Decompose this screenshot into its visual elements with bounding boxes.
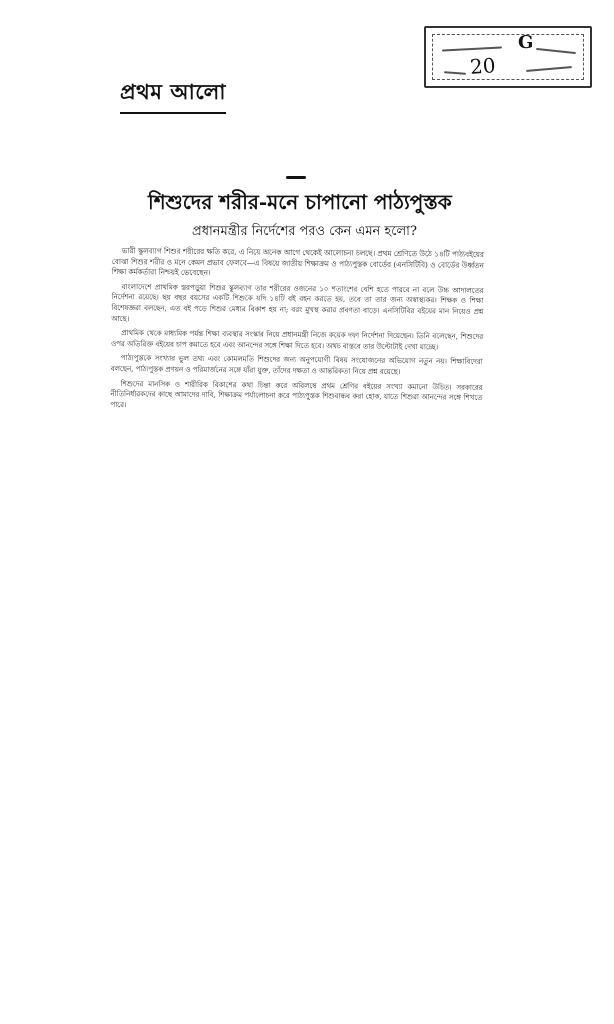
article-body: [110, 246, 484, 418]
article-paragraph: শিশুদের মানসিক ও শারীরিক বিকাশের কথা চিন্তা করে অবিলম্বে প্রথম শ্রেণির বইয়ের সংখ্যা কমানো উচিত। সরকারের নীতিনির্ধারকদের কাছে আমাদের দাবি, শিক্ষাক্রম পর্যালোচনা করে পাঠ্যপুস্তক শিশুবান্ধব করা হোক, যাতে শিশুরা আনন্দের সঙ্গে শিখতে পারে।: [110, 378, 483, 409]
article-headline: শিশুদের শরীর-মনে চাপানো পাঠ্যপুস্তক: [148, 190, 452, 214]
article-paragraph: ভারী স্কুলব্যাগ শিশুর শরীরের ক্ষতি করে, এ নিয়ে অনেক আগে থেকেই আলোচনা চলছে। প্রথম শ্রেণিতে উঠে ১৪টি পাঠ্যবইয়ের বোঝা শিশুর শরীর ও মনে কেমন প্রভাব ফেলবে—এ বিষয়ে জাতীয় শিক্ষাক্রম ও পাঠ্যপুস্তক বোর্ডের (এনসিটিবি) ও বোর্ডের উর্ধ্বতন শিক্ষা কর্মকর্তারা নিশ্চয়ই ভেবেছেন।: [111, 246, 484, 278]
article-paragraph: পাঠ্যপুস্তকে সংখ্যার ভুল তথ্য এবং কোমলমতি শিশুদের জন্য অনুপযোগী বিষয় সংযোজনের অভিযোগ নতুন নয়। শিক্ষাবিদেরা বলছেন, পাঠ্যপুস্তক প্রণয়ন ও পরিমার্জনের সঙ্গে যাঁরা যুক্ত, তাঁদের দক্ষতা ও আন্তরিকতা নিয়ে প্রশ্ন রয়েছে।: [110, 353, 483, 376]
library-stamp: [424, 26, 592, 88]
article-paragraph: প্রাথমিক থেকে মাধ্যমিক পর্যন্ত শিক্ষা ব্যবস্থার সংস্কার নিয়ে প্রধানমন্ত্রী নিজে কয়েক দফা নির্দেশনা দিয়েছেন। তিনি বলেছেন, শিশুদের ওপর অতিরিক্ত বইয়ের চাপ কমাতে হবে এবং আনন্দের সঙ্গে শিক্ষা দিতে হবে। অথচ বাস্তবে তার উল্টোটাই দেখা যাচ্ছে।: [110, 328, 484, 352]
newspaper-masthead: প্রথম আলো: [120, 76, 226, 114]
article-paragraph: বাংলাদেশে প্রাথমিক স্তরপড়ুয়া শিশুর স্কুলব্যাগ তার শরীরের ওজনের ১০ শতাংশের বেশি হতে পারবে না বলে উচ্চ আদালতের নির্দেশনা রয়েছে। ছয় বছর বয়সের একটি শিশুকে যদি ১৪টি বই বহন করতে হয়, তবে তা তার জন্য অস্বাস্থ্যকর। শিক্ষক ও শিক্ষা বিশেষজ্ঞরা বলছেন, এত বই পড়ে শিশুর মেধার বিকাশ হয় না; বরং মুখস্থ করার প্রবণতা বাড়ে। এনসিটিবির বইয়ের মান নিয়েও প্রশ্ন আছে।: [111, 281, 484, 323]
clipping-mark: [286, 176, 306, 179]
stamp-letter: G: [518, 32, 534, 53]
article-subheadline: প্রধানমন্ত্রীর নির্দেশের পরও কেন এমন হলো?: [192, 224, 417, 239]
stamp-number: 20: [469, 53, 497, 79]
